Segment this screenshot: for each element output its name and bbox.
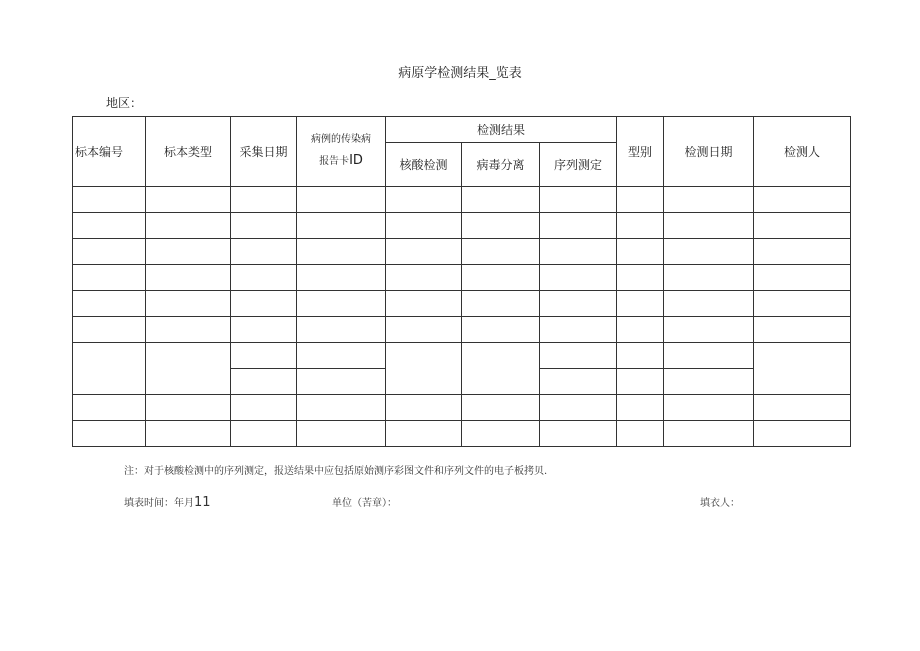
table-row <box>73 317 851 343</box>
fill-time-label: 填表时间：年月 <box>124 498 194 509</box>
header-report-id-suffix: ID <box>349 152 363 168</box>
filler-label: 填衣人： <box>700 498 740 509</box>
header-tester: 检测人 <box>754 117 851 187</box>
header-sample-type: 标本类型 <box>146 117 231 187</box>
header-sample-id: 标本编号 <box>73 117 146 187</box>
header-test-date: 检测日期 <box>664 117 754 187</box>
table-row <box>73 265 851 291</box>
results-table <box>72 116 851 447</box>
table-row <box>73 187 851 213</box>
header-collect-date: 采集日期 <box>231 117 297 187</box>
header-report-id-line1: 病例的传染病 <box>311 133 371 145</box>
table-row <box>73 421 851 447</box>
header-sequencing: 序列测定 <box>540 143 617 187</box>
table-row <box>73 395 851 421</box>
header-genotype: 型别 <box>617 117 664 187</box>
table-row <box>73 291 851 317</box>
header-results-group: 检测结果 <box>386 117 617 143</box>
header-report-id <box>297 117 386 187</box>
region-label: 地区： <box>106 96 143 110</box>
fill-time-number: 11 <box>194 495 211 510</box>
header-report-id-line2: 报告卡 <box>319 155 350 167</box>
page-title: 病原学检测结果_览表 <box>398 66 522 81</box>
footnote: 注：对于核酸检测中的序列测定，报送结果中应包括原始测序彩图文件和序列文件的电子板拷贝. <box>124 466 548 477</box>
table-row <box>73 239 851 265</box>
fill-time <box>124 494 211 510</box>
table-row-merged-a <box>73 343 851 369</box>
unit-label: 单位（苦章）： <box>332 498 397 509</box>
header-virus-isolation: 病毒分离 <box>462 143 540 187</box>
table-row <box>73 213 851 239</box>
header-nucleic: 核酸检测 <box>386 143 462 187</box>
